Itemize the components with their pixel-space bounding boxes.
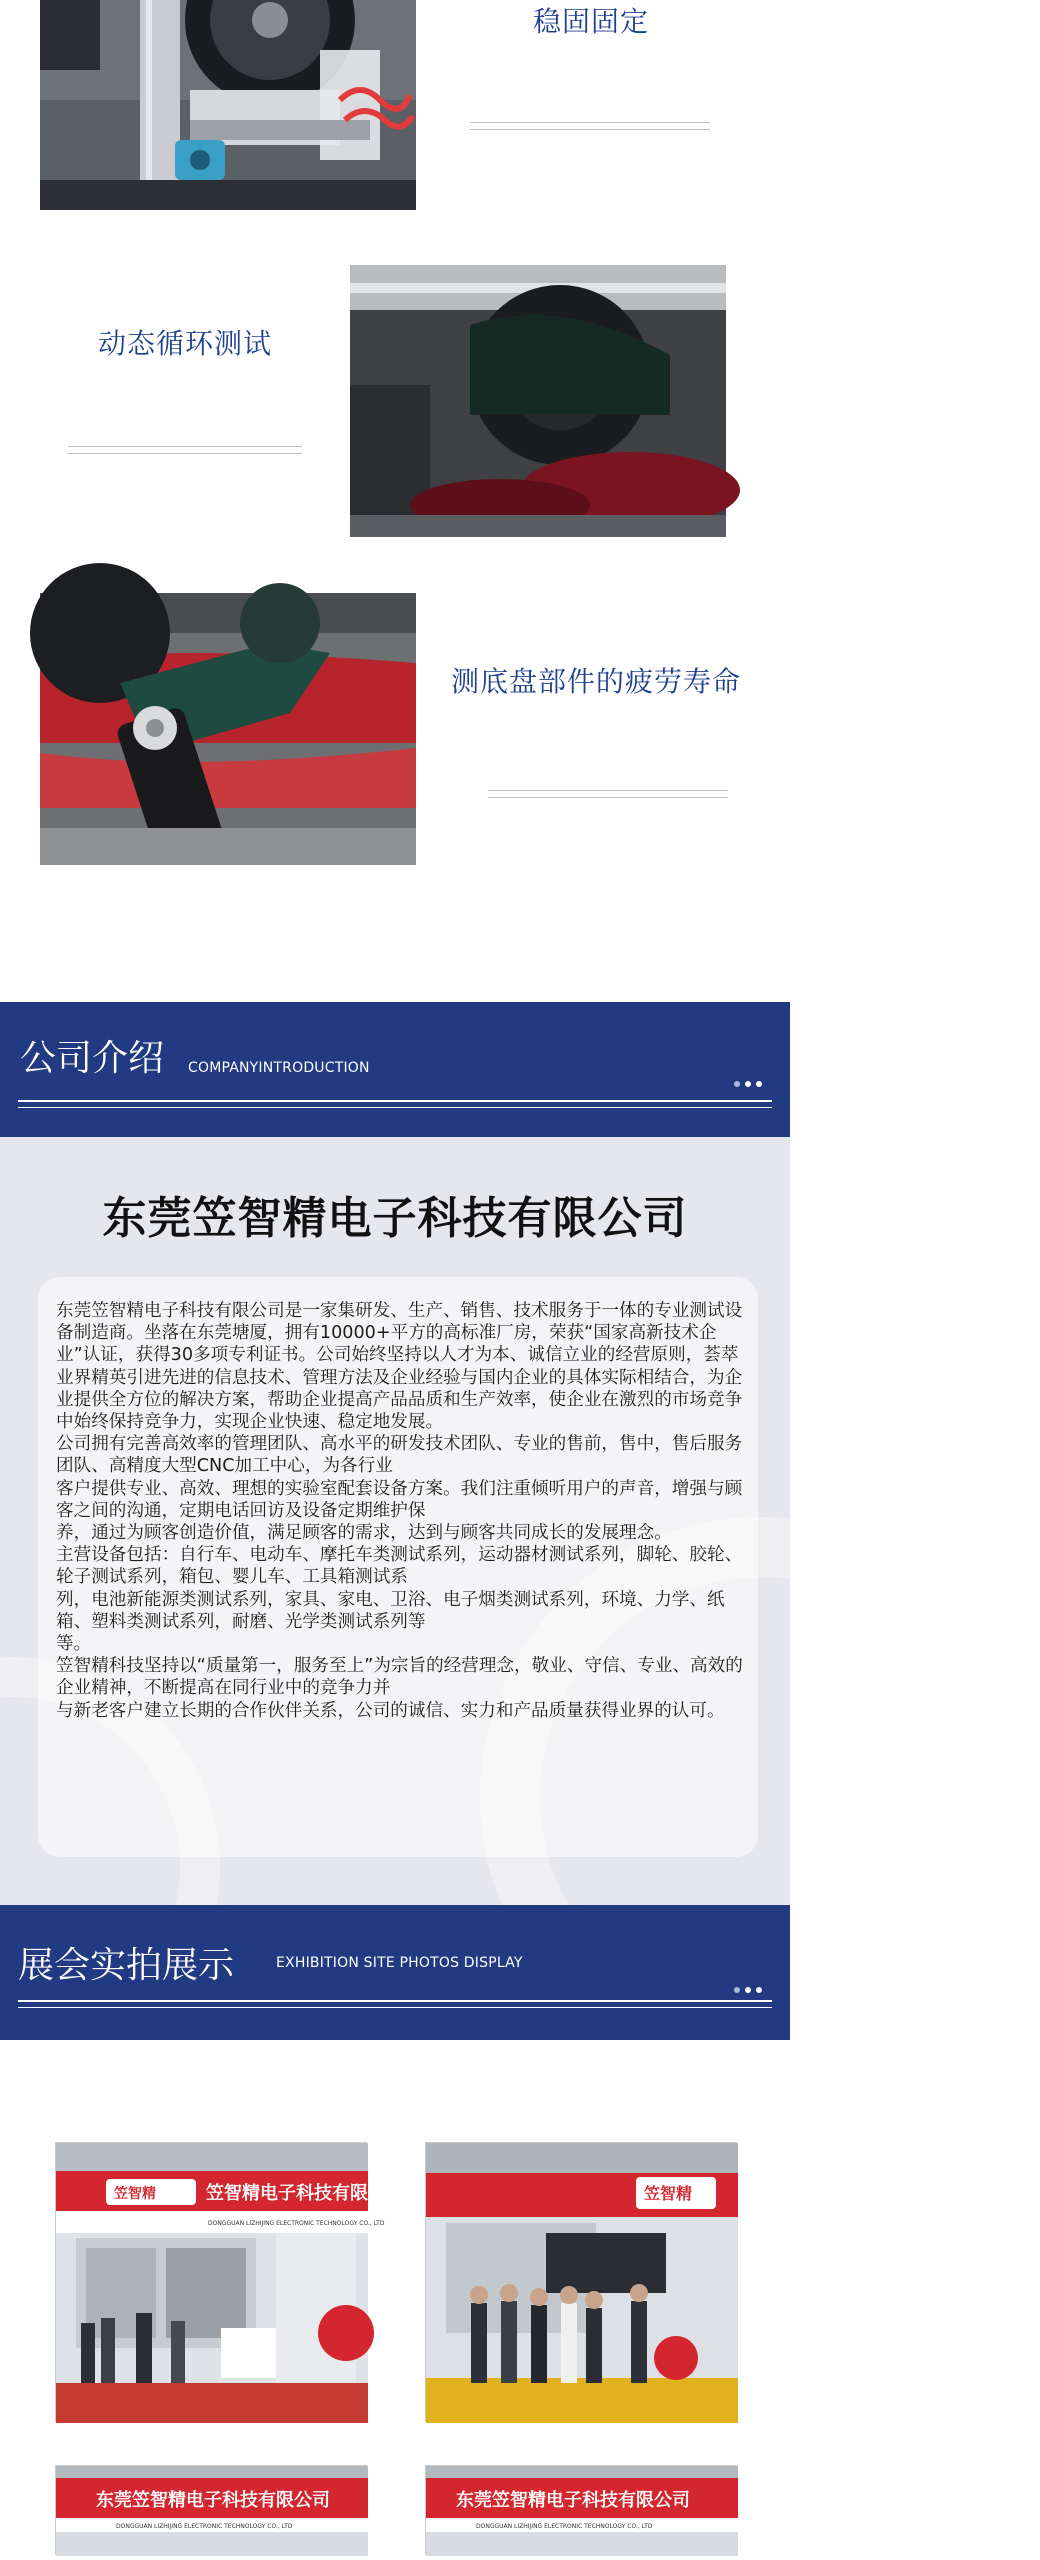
wheel-fixture-photo bbox=[40, 0, 416, 210]
intro-paragraph: 等。 bbox=[56, 1634, 92, 1655]
divider bbox=[18, 1107, 772, 1108]
company-intro-header bbox=[0, 1002, 790, 1137]
booth-sign-text: 东莞笠智精电子科技有限公司 bbox=[456, 2490, 690, 2511]
feature-title: 稳固固定 bbox=[532, 5, 649, 38]
exhibition-photo bbox=[425, 2465, 737, 2555]
company-name: 东莞笠智精电子科技有限公司 bbox=[102, 1193, 688, 1244]
exhibition-photo bbox=[425, 2142, 737, 2422]
section-subtitle: EXHIBITION SITE PHOTOS DISPLAY bbox=[276, 1955, 523, 1971]
feature-caption-lines bbox=[488, 790, 728, 798]
decorative-dots-icon bbox=[734, 1987, 762, 1993]
intro-paragraph: 列，电池新能源类测试系列，家具、家电、卫浴、电子烟类测试系列，环境、力学、纸箱、塑料类测试系列，耐磨、光学类测试系列等 bbox=[56, 1589, 725, 1632]
feature-caption-lines bbox=[470, 122, 710, 130]
booth-sign-en-text: DONGGUAN LIZHIJING ELECTRONIC TECHNOLOGY CO., LTD bbox=[476, 2523, 653, 2530]
booth-sign-en-text: DONGGUAN LIZHIJING ELECTRONIC TECHNOLOGY CO., LTD bbox=[116, 2523, 293, 2530]
company-intro-panel bbox=[0, 1137, 790, 1905]
intro-paragraph: 主营设备包括：自行车、电动车、摩托车类测试系列，运动器材测试系列，脚轮、胶轮、轮子测试系列，箱包、婴儿车、工具箱测试系 bbox=[56, 1545, 743, 1588]
intro-paragraph: 笠智精科技坚持以“质量第一，服务至上”为宗旨的经营理念，敬业、守信、专业、高效的企业精神，不断提高在同行业中的竞争力并 bbox=[56, 1656, 743, 1699]
intro-paragraph: 客户提供专业、高效、理想的实验室配套设备方案。我们注重倾听用户的声音，增强与顾客之间的沟通，定期电话回访及设备定期维护保 bbox=[56, 1478, 743, 1521]
section-title: 公司介绍 bbox=[20, 1038, 165, 1079]
company-description bbox=[56, 1300, 746, 1722]
section-title: 展会实拍展示 bbox=[18, 1945, 235, 1986]
exhibition-header bbox=[0, 1905, 790, 2040]
intro-paragraph: 养，通过为顾客创造价值，满足顾客的需求，达到与顾客共同成长的发展理念。 bbox=[56, 1523, 672, 1544]
scooter-dynamic-test-photo bbox=[350, 265, 726, 537]
logo-text: 笠智精 bbox=[114, 2186, 156, 2202]
decorative-dots-icon bbox=[734, 1081, 762, 1087]
intro-paragraph: 与新老客户建立长期的合作伙伴关系，公司的诚信、实力和产品质量获得业界的认可。 bbox=[56, 1700, 725, 1721]
intro-paragraph: 公司拥有完善高效率的管理团队、高水平的研发技术团队、专业的售前，售中，售后服务团队、高精度大型CNC加工中心，为各行业 bbox=[56, 1434, 743, 1477]
feature-caption-lines bbox=[68, 446, 302, 454]
booth-sign-text: 东莞笠智精电子科技有限公司 bbox=[96, 2490, 330, 2511]
feature-title: 动态循环测试 bbox=[97, 327, 272, 360]
divider bbox=[18, 2007, 772, 2008]
booth-sign-en-text: DONGGUAN LIZHIJING ELECTRONIC TECHNOLOGY CO., LTD bbox=[208, 2220, 385, 2227]
exhibition-photo bbox=[55, 2465, 367, 2555]
divider bbox=[18, 1100, 772, 1102]
booth-sign-text: 笠智精 bbox=[644, 2184, 693, 2203]
chassis-fatigue-test-photo bbox=[40, 593, 416, 865]
exhibition-photo bbox=[55, 2142, 404, 2422]
feature-title: 测底盘部件的疲劳寿命 bbox=[450, 665, 741, 698]
intro-paragraph: 东莞笠智精电子科技有限公司是一家集研发、生产、销售、技术服务于一体的专业测试设备制造商。坐落在东莞塘厦，拥有10000+平方的高标准厂房，荣获“国家高新技术企业”认证，获得30多项专利证书。公司始终坚持以人才为本、诚信立业的经营原则，荟萃业界精英引进先进的信息技术、管理方法及企业经验与国内企业的具体实际相结合，为企业提供全方位的解决方案，帮助企业提高产品品质和生产效率，使企业在激烈的市场竞争中始终保持竞争力，实现企业快速、稳定地发展。 bbox=[56, 1301, 743, 1433]
divider bbox=[18, 2000, 772, 2002]
booth-sign-text: 笠智精电子科技有限公司 bbox=[206, 2183, 404, 2204]
section-subtitle: COMPANYINTRODUCTION bbox=[188, 1060, 370, 1076]
